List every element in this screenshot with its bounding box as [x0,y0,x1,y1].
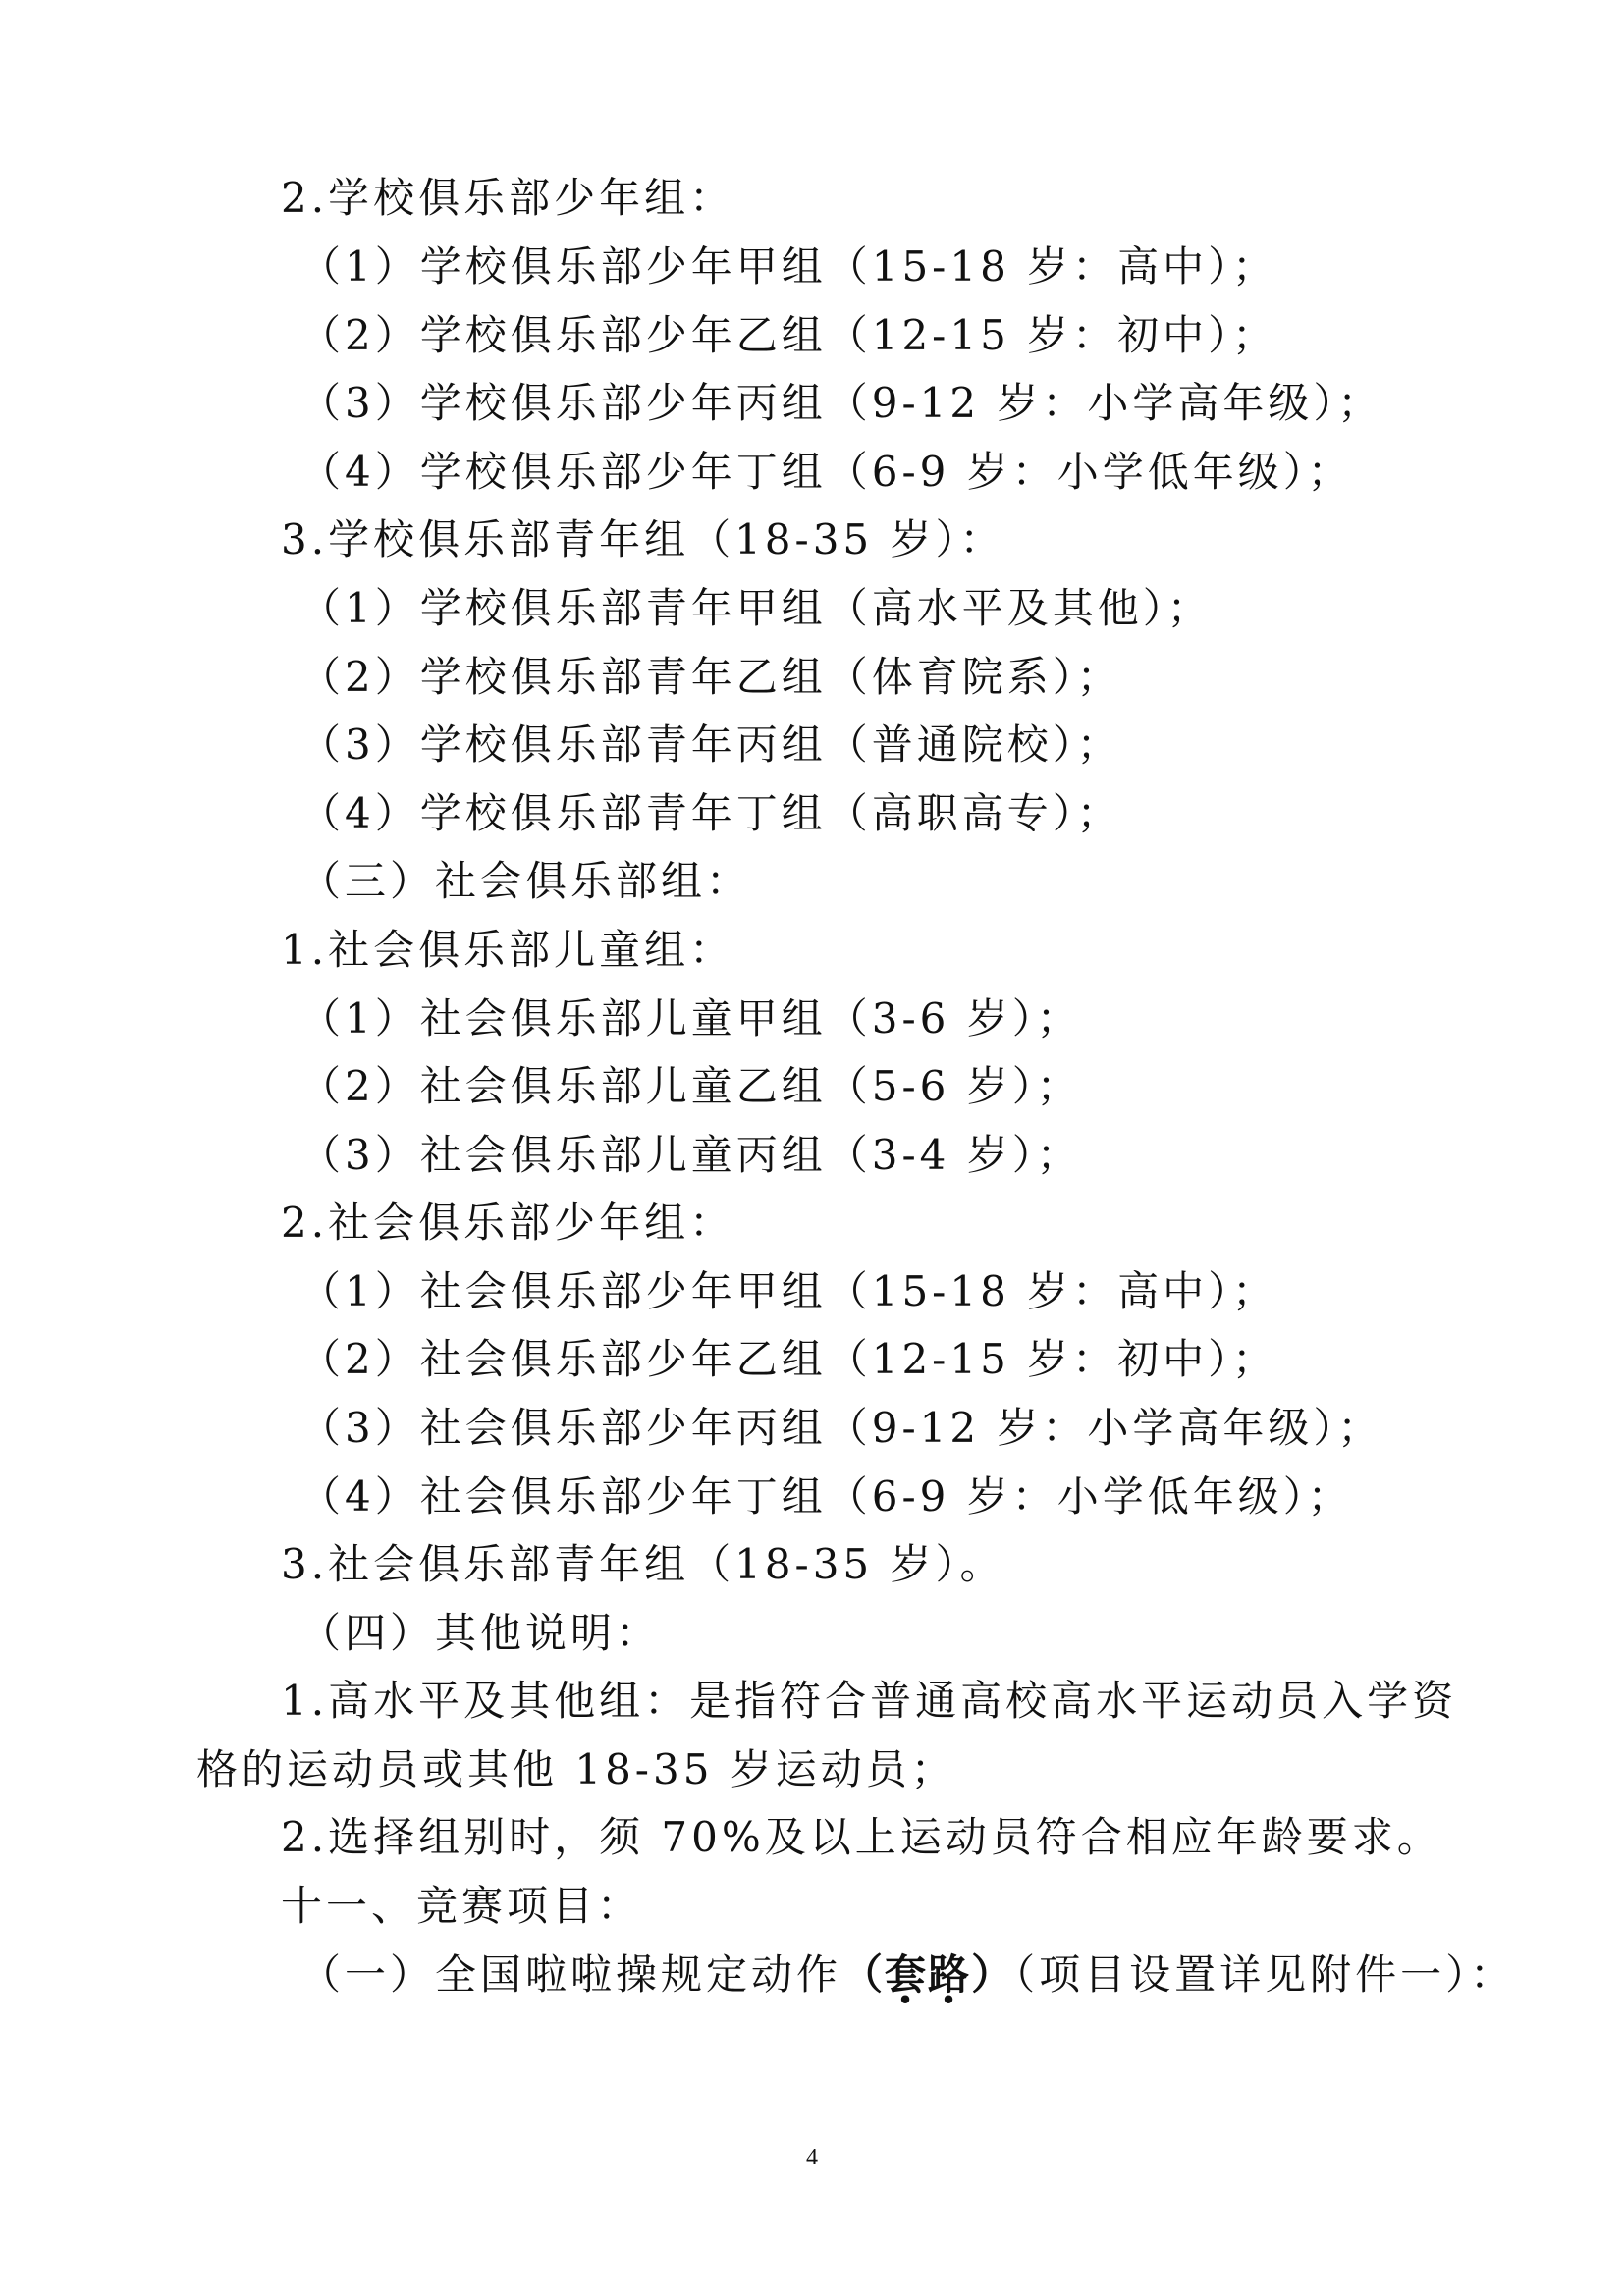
text-line: 3.学校俱乐部青年组（18-35 岁）： [281,515,1005,563]
text-line: （2）社会俱乐部儿童乙组（5-6 岁）； [299,1062,1082,1110]
text-line: （3）社会俱乐部少年丙组（9-12 岁：小学高年级）； [299,1404,1383,1452]
text-line: （1）学校俱乐部少年甲组（15-18 岁：高中）； [299,242,1278,291]
emphasis-char: 路 [928,1950,972,1999]
text-segment: （项目设置详见附件一）： [1014,1950,1516,1999]
text-line: （4）学校俱乐部少年丁组（6-9 岁：小学低年级）； [299,448,1353,496]
text-line: （2）学校俱乐部少年乙组（12-15 岁：初中）； [299,311,1278,359]
text-line-last [299,1949,1515,2001]
text-line: （1）社会俱乐部少年甲组（15-18 岁：高中）； [299,1267,1278,1315]
text-line: 2.选择组别时，须 70%及以上运动员符合相应年龄要求。 [281,1813,1442,1861]
text-line: （1）社会俱乐部儿童甲组（3-6 岁）； [299,994,1082,1042]
section-heading: 十一、竞赛项目： [281,1882,643,1930]
text-line: （3）学校俱乐部青年丙组（普通院校）； [299,721,1122,769]
text-segment: （一）全国啦啦操规定动作 [299,1950,842,1999]
section-heading: （三）社会俱乐部组： [299,857,752,905]
text-line: （2）社会俱乐部少年乙组（12-15 岁：初中）； [299,1335,1278,1383]
text-line: （4）社会俱乐部少年丁组（6-9 岁：小学低年级）； [299,1472,1353,1521]
text-line: 格的运动员或其他 18-35 岁运动员； [196,1745,956,1793]
page-number: 4 [806,2145,818,2170]
section-heading: （四）其他说明： [299,1609,662,1657]
text-line: （3）社会俱乐部儿童丙组（3-4 岁）； [299,1131,1082,1179]
text-line: （1）学校俱乐部青年甲组（高水平及其他）； [299,584,1213,632]
text-line: 2.社会俱乐部少年组： [281,1199,735,1247]
text-line: 1.高水平及其他组：是指符合普通高校高水平运动员入学资 [281,1677,1458,1725]
text-line: （4）学校俱乐部青年丁组（高职高专）； [299,789,1122,837]
emphasis-open: （ [841,1950,886,1999]
emphasis-text [841,1950,1014,1999]
emphasis-char: 套 [885,1950,929,1999]
text-line: （3）学校俱乐部少年丙组（9-12 岁：小学高年级）； [299,379,1383,427]
text-line: （2）学校俱乐部青年乙组（体育院系）； [299,653,1122,701]
text-line: 2.学校俱乐部少年组： [281,174,735,222]
emphasis-close: ） [971,1950,1015,1999]
text-line: 3.社会俱乐部青年组（18-35 岁）。 [281,1540,1005,1588]
text-line: 1.社会俱乐部儿童组： [281,926,735,974]
